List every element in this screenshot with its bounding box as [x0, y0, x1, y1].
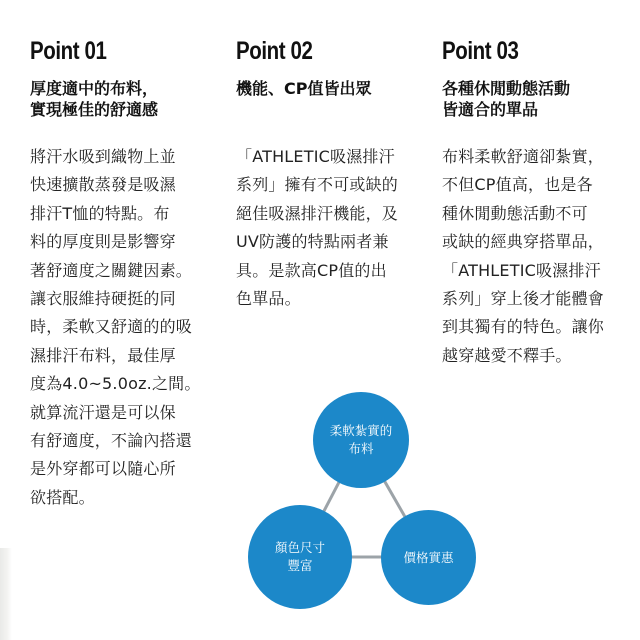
- point-01-body: 將汗水吸到織物上並 快速擴散蒸發是吸濕 排汗T恤的特點。布 料的厚度則是影響穿 著舒適度之關鍵因素。 讓衣服維持硬挺的同 時，柔軟又舒適的的吸 濕排汗布料，最佳厚 度為4.0~5.0oz.之間。 就算流汗還是可以保 有舒適度，不論內搭還 是外穿都可以隨心所 欲搭配。: [30, 147, 201, 507]
- color-size-circle: 顏色尺寸 豐富: [248, 505, 352, 609]
- point-03-title: Point 03: [442, 37, 519, 65]
- fabric-circle: 柔軟紮實的 布料: [313, 392, 409, 488]
- point-02-body: 「ATHLETIC吸濕排汗 系列」擁有不可或缺的 絕佳吸濕排汗機能，及 UV防護的特點兩者兼 具。是款高CP值的出 色單品。: [236, 147, 399, 309]
- point-01-subtitle: 厚度適中的布料， 實現極佳的舒適感: [30, 79, 159, 119]
- price-circle: 價格實惠: [381, 510, 476, 605]
- point-03-body: 布料柔軟舒適卻紮實， 不但CP值高，也是各 種休閒動態活動不可 或缺的經典穿搭單品， 「ATHLETIC吸濕排汗 系列」穿上後才能體會 到其獨有的特色。讓你 越穿越愛不釋手。: [442, 147, 605, 365]
- point-02-subtitle: 機能、CP值皆出眾: [236, 79, 372, 98]
- point-02-title: Point 02: [236, 37, 313, 65]
- point-01-title: Point 01: [30, 37, 107, 65]
- page-edge-shadow: [0, 548, 12, 640]
- feature-diagram: [240, 380, 480, 630]
- point-03-subtitle: 各種休閒動態活動 皆適合的單品: [442, 79, 571, 119]
